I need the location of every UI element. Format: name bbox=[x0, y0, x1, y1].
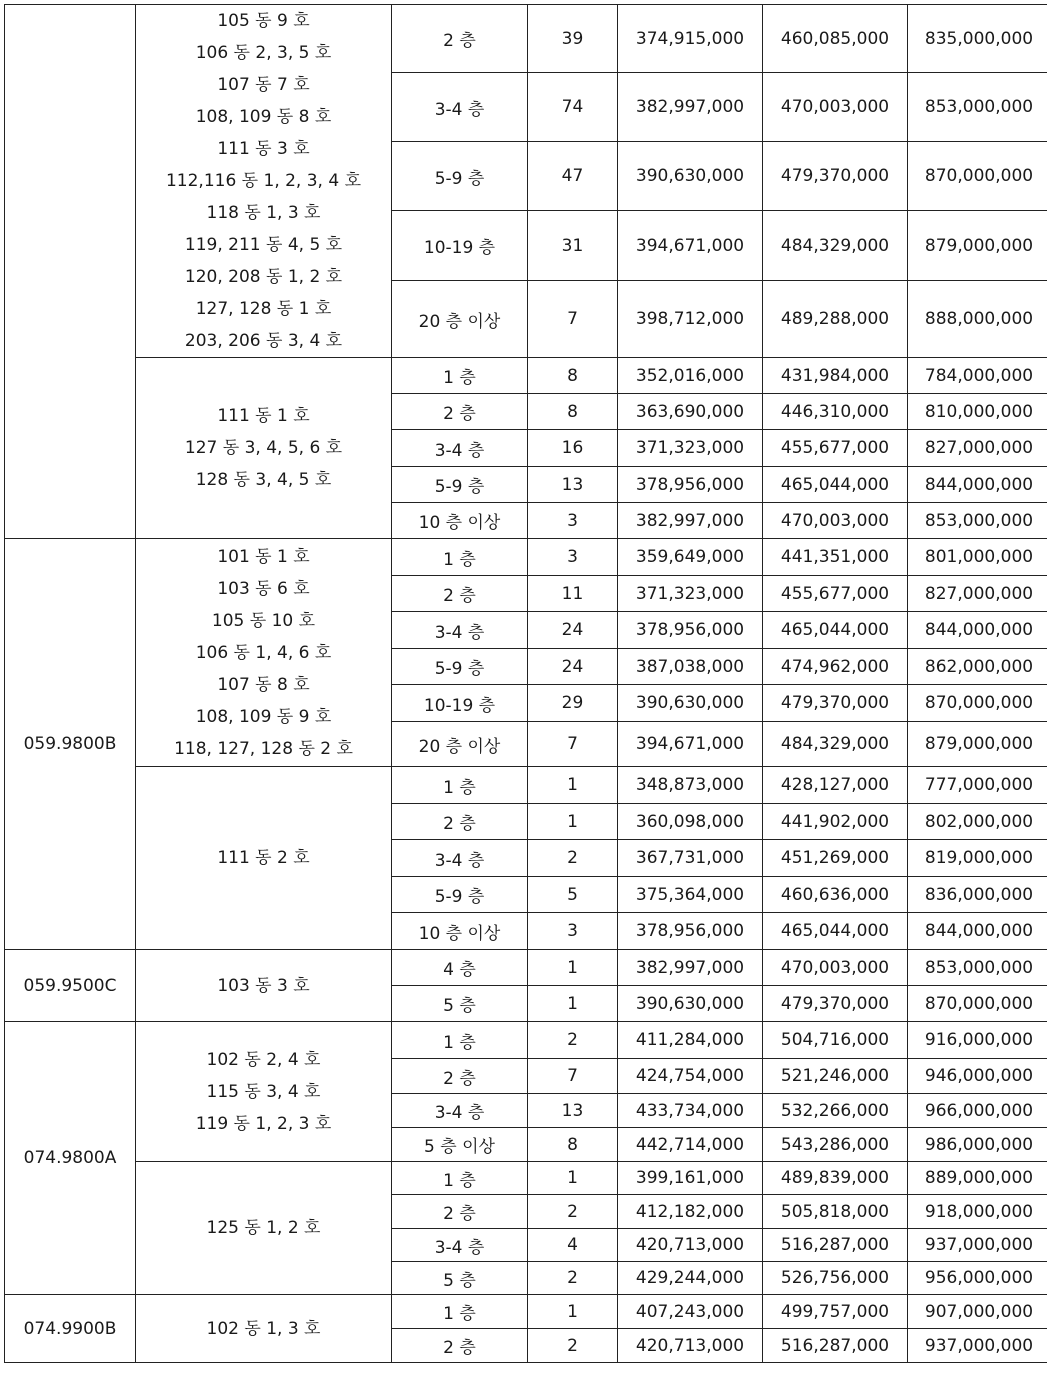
unit-line: 112,116 동 1, 2, 3, 4 호 bbox=[165, 171, 362, 191]
total-cell: 879,000,000 bbox=[908, 211, 1047, 281]
count-cell: 24 bbox=[528, 649, 618, 685]
total-cell: 870,000,000 bbox=[908, 685, 1047, 722]
building-cell: 505,818,000 bbox=[763, 1195, 908, 1229]
land-cell: 390,630,000 bbox=[618, 986, 763, 1022]
building-cell: 489,288,000 bbox=[763, 281, 908, 358]
building-cell: 516,287,000 bbox=[763, 1329, 908, 1363]
floor-cell: 1 층 bbox=[392, 1162, 528, 1195]
count-cell: 4 bbox=[528, 1229, 618, 1262]
total-cell: 956,000,000 bbox=[908, 1262, 1047, 1295]
unit-line: 120, 208 동 1, 2 호 bbox=[184, 267, 343, 287]
land-cell: 399,161,000 bbox=[618, 1162, 763, 1195]
building-cell: 489,839,000 bbox=[763, 1162, 908, 1195]
building-cell: 465,044,000 bbox=[763, 612, 908, 649]
total-cell: 907,000,000 bbox=[908, 1295, 1047, 1329]
units-cell bbox=[136, 539, 392, 767]
unit-line: 105 동 10 호 bbox=[211, 610, 316, 631]
building-cell: 526,756,000 bbox=[763, 1262, 908, 1295]
units-cell bbox=[136, 767, 392, 950]
floor-cell: 1 층 bbox=[392, 1022, 528, 1059]
building-cell: 470,003,000 bbox=[763, 73, 908, 142]
land-cell: 378,956,000 bbox=[618, 913, 763, 950]
land-cell: 398,712,000 bbox=[618, 281, 763, 358]
table-row bbox=[5, 1295, 1047, 1329]
land-cell: 433,734,000 bbox=[618, 1094, 763, 1128]
floor-cell: 3-4 층 bbox=[392, 1229, 528, 1262]
land-cell: 407,243,000 bbox=[618, 1295, 763, 1329]
building-cell: 479,370,000 bbox=[763, 142, 908, 211]
count-cell: 1 bbox=[528, 767, 618, 804]
total-cell: 966,000,000 bbox=[908, 1094, 1047, 1128]
count-cell: 5 bbox=[528, 877, 618, 913]
unit-line: 111 동 2 호 bbox=[217, 848, 310, 868]
count-cell: 39 bbox=[528, 5, 618, 73]
building-cell: 484,329,000 bbox=[763, 722, 908, 767]
building-cell: 446,310,000 bbox=[763, 394, 908, 430]
total-cell: 937,000,000 bbox=[908, 1329, 1047, 1363]
type-cell: 059.9800B bbox=[5, 539, 136, 950]
type-cell: 074.9800A bbox=[5, 1022, 136, 1295]
building-cell: 504,716,000 bbox=[763, 1022, 908, 1059]
type-cell: 059.9500C bbox=[5, 950, 136, 1022]
count-cell: 3 bbox=[528, 539, 618, 576]
building-cell: 431,984,000 bbox=[763, 358, 908, 394]
floor-cell: 20 층 이상 bbox=[392, 281, 528, 358]
units-cell bbox=[136, 1162, 392, 1295]
unit-line: 103 동 6 호 bbox=[217, 578, 310, 599]
type-cell bbox=[5, 5, 136, 539]
count-cell: 1 bbox=[528, 950, 618, 986]
land-cell: 352,016,000 bbox=[618, 358, 763, 394]
floor-cell: 2 층 bbox=[392, 804, 528, 840]
land-cell: 374,915,000 bbox=[618, 5, 763, 73]
floor-cell: 1 층 bbox=[392, 539, 528, 576]
building-cell: 441,902,000 bbox=[763, 804, 908, 840]
price-table-body bbox=[5, 5, 1047, 1363]
unit-line: 107 동 8 호 bbox=[217, 674, 310, 695]
building-cell: 455,677,000 bbox=[763, 430, 908, 467]
unit-line: 106 동 1, 4, 6 호 bbox=[195, 642, 332, 663]
land-cell: 360,098,000 bbox=[618, 804, 763, 840]
land-cell: 371,323,000 bbox=[618, 576, 763, 612]
floor-cell: 5 층 bbox=[392, 1262, 528, 1295]
floor-cell: 10 층 이상 bbox=[392, 503, 528, 539]
units-cell bbox=[136, 358, 392, 539]
table-row bbox=[5, 358, 1047, 394]
table-row bbox=[5, 5, 1047, 73]
total-cell: 916,000,000 bbox=[908, 1022, 1047, 1059]
count-cell: 31 bbox=[528, 211, 618, 281]
total-cell: 888,000,000 bbox=[908, 281, 1047, 358]
unit-line: 107 동 7 호 bbox=[217, 75, 310, 95]
unit-line: 119 동 1, 2, 3 호 bbox=[195, 1113, 332, 1134]
land-cell: 429,244,000 bbox=[618, 1262, 763, 1295]
count-cell: 3 bbox=[528, 913, 618, 950]
count-cell: 7 bbox=[528, 722, 618, 767]
floor-cell: 2 층 bbox=[392, 1329, 528, 1363]
unit-line: 108, 109 동 8 호 bbox=[195, 107, 332, 127]
table-row bbox=[5, 1162, 1047, 1195]
land-cell: 348,873,000 bbox=[618, 767, 763, 804]
total-cell: 853,000,000 bbox=[908, 950, 1047, 986]
land-cell: 378,956,000 bbox=[618, 612, 763, 649]
count-cell: 7 bbox=[528, 281, 618, 358]
building-cell: 470,003,000 bbox=[763, 950, 908, 986]
floor-cell: 3-4 층 bbox=[392, 73, 528, 142]
floor-cell: 2 층 bbox=[392, 576, 528, 612]
total-cell: 801,000,000 bbox=[908, 539, 1047, 576]
floor-cell: 2 층 bbox=[392, 5, 528, 73]
unit-line: 111 동 3 호 bbox=[217, 139, 310, 159]
units-cell bbox=[136, 950, 392, 1022]
land-cell: 363,690,000 bbox=[618, 394, 763, 430]
floor-cell: 5 층 이상 bbox=[392, 1128, 528, 1162]
count-cell: 11 bbox=[528, 576, 618, 612]
count-cell: 2 bbox=[528, 1022, 618, 1059]
count-cell: 24 bbox=[528, 612, 618, 649]
price-table bbox=[4, 4, 1047, 1363]
land-cell: 442,714,000 bbox=[618, 1128, 763, 1162]
table-row bbox=[5, 767, 1047, 804]
building-cell: 516,287,000 bbox=[763, 1229, 908, 1262]
building-cell: 484,329,000 bbox=[763, 211, 908, 281]
unit-line: 119, 211 동 4, 5 호 bbox=[184, 235, 343, 255]
building-cell: 465,044,000 bbox=[763, 467, 908, 503]
floor-cell: 4 층 bbox=[392, 950, 528, 986]
floor-cell: 20 층 이상 bbox=[392, 722, 528, 767]
total-cell: 853,000,000 bbox=[908, 503, 1047, 539]
count-cell: 74 bbox=[528, 73, 618, 142]
building-cell: 465,044,000 bbox=[763, 913, 908, 950]
total-cell: 853,000,000 bbox=[908, 73, 1047, 142]
floor-cell: 3-4 층 bbox=[392, 840, 528, 877]
land-cell: 420,713,000 bbox=[618, 1329, 763, 1363]
total-cell: 844,000,000 bbox=[908, 913, 1047, 950]
floor-cell: 1 층 bbox=[392, 767, 528, 804]
count-cell: 47 bbox=[528, 142, 618, 211]
floor-cell: 2 층 bbox=[392, 1195, 528, 1229]
building-cell: 479,370,000 bbox=[763, 986, 908, 1022]
land-cell: 378,956,000 bbox=[618, 467, 763, 503]
table-row bbox=[5, 950, 1047, 986]
total-cell: 870,000,000 bbox=[908, 142, 1047, 211]
total-cell: 889,000,000 bbox=[908, 1162, 1047, 1195]
unit-line: 105 동 9 호 bbox=[217, 11, 310, 31]
land-cell: 382,997,000 bbox=[618, 503, 763, 539]
count-cell: 3 bbox=[528, 503, 618, 539]
total-cell: 802,000,000 bbox=[908, 804, 1047, 840]
units-cell bbox=[136, 1022, 392, 1162]
count-cell: 1 bbox=[528, 1295, 618, 1329]
floor-cell: 5-9 층 bbox=[392, 649, 528, 685]
count-cell: 8 bbox=[528, 394, 618, 430]
count-cell: 13 bbox=[528, 1094, 618, 1128]
floor-cell: 2 층 bbox=[392, 394, 528, 430]
total-cell: 946,000,000 bbox=[908, 1059, 1047, 1094]
units-cell bbox=[136, 1295, 392, 1363]
count-cell: 1 bbox=[528, 986, 618, 1022]
type-cell: 074.9900B bbox=[5, 1295, 136, 1363]
land-cell: 382,997,000 bbox=[618, 73, 763, 142]
building-cell: 521,246,000 bbox=[763, 1059, 908, 1094]
unit-line: 125 동 1, 2 호 bbox=[206, 1218, 321, 1238]
table-row bbox=[5, 1022, 1047, 1059]
land-cell: 367,731,000 bbox=[618, 840, 763, 877]
unit-line: 127, 128 동 1 호 bbox=[195, 299, 332, 319]
floor-cell: 3-4 층 bbox=[392, 612, 528, 649]
table-row bbox=[5, 539, 1047, 576]
land-cell: 390,630,000 bbox=[618, 685, 763, 722]
floor-cell: 5 층 bbox=[392, 986, 528, 1022]
building-cell: 543,286,000 bbox=[763, 1128, 908, 1162]
building-cell: 455,677,000 bbox=[763, 576, 908, 612]
total-cell: 844,000,000 bbox=[908, 612, 1047, 649]
land-cell: 411,284,000 bbox=[618, 1022, 763, 1059]
building-cell: 451,269,000 bbox=[763, 840, 908, 877]
floor-cell: 1 층 bbox=[392, 358, 528, 394]
land-cell: 412,182,000 bbox=[618, 1195, 763, 1229]
land-cell: 394,671,000 bbox=[618, 722, 763, 767]
land-cell: 420,713,000 bbox=[618, 1229, 763, 1262]
building-cell: 441,351,000 bbox=[763, 539, 908, 576]
unit-line: 106 동 2, 3, 5 호 bbox=[195, 43, 332, 63]
floor-cell: 3-4 층 bbox=[392, 430, 528, 467]
floor-cell: 2 층 bbox=[392, 1059, 528, 1094]
total-cell: 819,000,000 bbox=[908, 840, 1047, 877]
count-cell: 2 bbox=[528, 1262, 618, 1295]
floor-cell: 5-9 층 bbox=[392, 467, 528, 503]
count-cell: 1 bbox=[528, 1162, 618, 1195]
total-cell: 777,000,000 bbox=[908, 767, 1047, 804]
unit-line: 118 동 1, 3 호 bbox=[206, 203, 321, 223]
total-cell: 827,000,000 bbox=[908, 430, 1047, 467]
unit-line: 128 동 3, 4, 5 호 bbox=[195, 470, 332, 490]
count-cell: 29 bbox=[528, 685, 618, 722]
floor-cell: 3-4 층 bbox=[392, 1094, 528, 1128]
unit-line: 115 동 3, 4 호 bbox=[206, 1081, 321, 1102]
unit-line: 102 동 2, 4 호 bbox=[206, 1049, 321, 1070]
floor-cell: 10-19 층 bbox=[392, 211, 528, 281]
total-cell: 810,000,000 bbox=[908, 394, 1047, 430]
unit-line: 102 동 1, 3 호 bbox=[206, 1318, 321, 1339]
building-cell: 474,962,000 bbox=[763, 649, 908, 685]
unit-line: 127 동 3, 4, 5, 6 호 bbox=[184, 438, 343, 458]
total-cell: 879,000,000 bbox=[908, 722, 1047, 767]
total-cell: 986,000,000 bbox=[908, 1128, 1047, 1162]
total-cell: 835,000,000 bbox=[908, 5, 1047, 73]
building-cell: 470,003,000 bbox=[763, 503, 908, 539]
count-cell: 8 bbox=[528, 358, 618, 394]
count-cell: 16 bbox=[528, 430, 618, 467]
floor-cell: 10-19 층 bbox=[392, 685, 528, 722]
total-cell: 918,000,000 bbox=[908, 1195, 1047, 1229]
land-cell: 359,649,000 bbox=[618, 539, 763, 576]
total-cell: 862,000,000 bbox=[908, 649, 1047, 685]
count-cell: 2 bbox=[528, 1329, 618, 1363]
land-cell: 394,671,000 bbox=[618, 211, 763, 281]
land-cell: 390,630,000 bbox=[618, 142, 763, 211]
unit-line: 103 동 3 호 bbox=[217, 975, 310, 996]
unit-line: 108, 109 동 9 호 bbox=[195, 706, 332, 727]
land-cell: 424,754,000 bbox=[618, 1059, 763, 1094]
floor-cell: 5-9 층 bbox=[392, 142, 528, 211]
unit-line: 101 동 1 호 bbox=[217, 546, 310, 567]
unit-line: 111 동 1 호 bbox=[217, 406, 310, 426]
floor-cell: 10 층 이상 bbox=[392, 913, 528, 950]
land-cell: 371,323,000 bbox=[618, 430, 763, 467]
building-cell: 479,370,000 bbox=[763, 685, 908, 722]
land-cell: 387,038,000 bbox=[618, 649, 763, 685]
floor-cell: 1 층 bbox=[392, 1295, 528, 1329]
building-cell: 460,636,000 bbox=[763, 877, 908, 913]
floor-cell: 5-9 층 bbox=[392, 877, 528, 913]
count-cell: 7 bbox=[528, 1059, 618, 1094]
building-cell: 499,757,000 bbox=[763, 1295, 908, 1329]
land-cell: 382,997,000 bbox=[618, 950, 763, 986]
count-cell: 8 bbox=[528, 1128, 618, 1162]
land-cell: 375,364,000 bbox=[618, 877, 763, 913]
total-cell: 844,000,000 bbox=[908, 467, 1047, 503]
count-cell: 2 bbox=[528, 840, 618, 877]
total-cell: 937,000,000 bbox=[908, 1229, 1047, 1262]
count-cell: 2 bbox=[528, 1195, 618, 1229]
units-cell bbox=[136, 5, 392, 358]
count-cell: 1 bbox=[528, 804, 618, 840]
unit-line: 118, 127, 128 동 2 호 bbox=[174, 738, 353, 759]
building-cell: 460,085,000 bbox=[763, 5, 908, 73]
total-cell: 870,000,000 bbox=[908, 986, 1047, 1022]
building-cell: 428,127,000 bbox=[763, 767, 908, 804]
count-cell: 13 bbox=[528, 467, 618, 503]
unit-line: 203, 206 동 3, 4 호 bbox=[184, 331, 343, 351]
total-cell: 827,000,000 bbox=[908, 576, 1047, 612]
total-cell: 836,000,000 bbox=[908, 877, 1047, 913]
total-cell: 784,000,000 bbox=[908, 358, 1047, 394]
building-cell: 532,266,000 bbox=[763, 1094, 908, 1128]
